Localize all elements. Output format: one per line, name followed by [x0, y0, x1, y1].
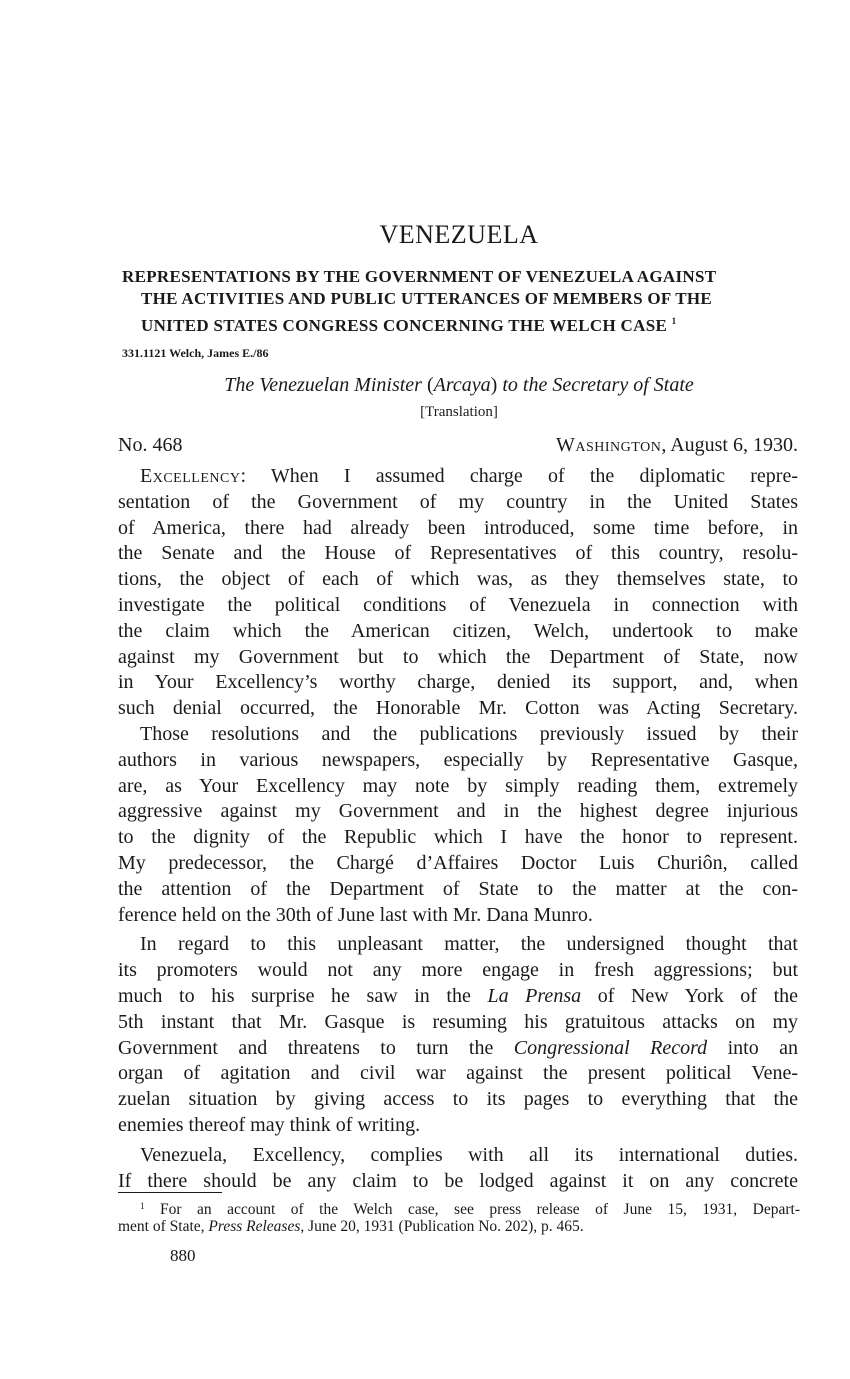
letter-body [118, 464, 798, 1194]
newspaper-title: La Prensa [487, 984, 582, 1007]
body-line: 5th instant that Mr. Gasque is resuming his gratuitous attacks on my [118, 1010, 798, 1033]
footnote-marker: 1 [671, 316, 677, 326]
body-line: In regard to this unpleasant matter, the undersigned thought that [140, 933, 798, 956]
document-heading: The Venezuelan Minister (Arcaya) to the Secretary of State [224, 374, 694, 396]
body-line: tions, the object of each of which was, as they themselves state, to [118, 568, 798, 591]
body-line: sentation of the Government of my country in the United States [118, 490, 798, 513]
document-header-row [118, 434, 798, 457]
body-line: such denial occurred, the Honorable Mr. Cotton was Acting Secretary. [118, 697, 798, 720]
body-line: Government and threatens to turn the Congressional Record into an [118, 1036, 798, 1059]
subject-line: UNITED STATES CONGRESS CONCERNING THE WELCH CASE $^1$ [141, 316, 677, 335]
page-number: 880 [170, 1246, 196, 1265]
body-line: its promoters would not any more engage in fresh aggressions; but [118, 959, 798, 982]
body-line: authors in various newspapers, especially by Representative Gasque, [118, 748, 798, 771]
footnote [118, 1198, 800, 1235]
body-line: investigate the political conditions of Venezuela in connection with [118, 593, 798, 616]
file-reference: 331.1121 Welch, James E./86 [122, 346, 269, 360]
body-line: the Senate and the House of Representatives of this country, resolu- [118, 542, 798, 565]
place: Washington [556, 434, 662, 456]
footnote-line: $^1$ For an account of the Welch case, see press release of June 15, 1931, Depart- [140, 1201, 800, 1218]
publication-title: Press Releases [208, 1218, 301, 1235]
body-line: Excellency: When I assumed charge of the diplomatic repre- [140, 465, 798, 487]
body-line: the claim which the American citizen, Welch, undertook to make [118, 619, 798, 642]
body-line: aggressive against my Government and in the highest degree injurious [118, 800, 798, 823]
body-line: Venezuela, Excellency, complies with all its international duties. [140, 1143, 798, 1166]
translation-note: [Translation] [420, 404, 498, 420]
body-line: zuelan situation by giving access to its pages to everything that the [118, 1088, 798, 1111]
place-and-date [556, 434, 798, 457]
body-line: My predecessor, the Chargé d’Affaires Doctor Luis Churiôn, called [118, 851, 798, 874]
salutation: Excellency [140, 465, 241, 487]
body-line: If there should be any claim to be lodged against it on any concrete [118, 1169, 798, 1192]
body-line: ference held on the 30th of June last with Mr. Dana Munro. [118, 903, 593, 926]
subject-line: THE ACTIVITIES AND PUBLIC UTTERANCES OF MEMBERS OF THE [141, 289, 713, 308]
footnote-line: ment of State, Press Releases, June 20, 1931 (Publication No. 202), p. 465. [118, 1218, 584, 1235]
body-line: against my Government but to which the Department of State, now [118, 645, 798, 668]
body-line: organ of agitation and civil war against the present political Vene- [118, 1062, 798, 1085]
body-line: the attention of the Department of State to the matter at the con- [118, 877, 798, 900]
body-line: are, as Your Excellency may note by simply reading them, extremely [118, 774, 798, 797]
body-line: enemies thereof may think of writing. [118, 1113, 421, 1136]
body-line: much to his surprise he saw in the La Prensa of New York of the [118, 984, 798, 1007]
section-subject-heading [122, 266, 812, 337]
date: , August 6, 1930. [661, 434, 798, 456]
document-number: No. 468 [118, 434, 183, 456]
page-title: VENEZUELA [379, 220, 539, 249]
body-line: Those resolutions and the publications previously issued by their [140, 722, 798, 745]
subject-line: REPRESENTATIONS BY THE GOVERNMENT OF VENEZUELA AGAINST [122, 267, 717, 286]
body-line: to the dignity of the Republic which I have the honor to represent. [118, 826, 798, 849]
publication-title: Congressional Record [513, 1036, 708, 1059]
footnote-rule [118, 1192, 222, 1193]
body-line: in Your Excellency’s worthy charge, denied its support, and, when [118, 671, 798, 694]
body-line: of America, there had already been introduced, some time before, in [118, 516, 798, 539]
footnote-marker: 1 [140, 1201, 145, 1211]
